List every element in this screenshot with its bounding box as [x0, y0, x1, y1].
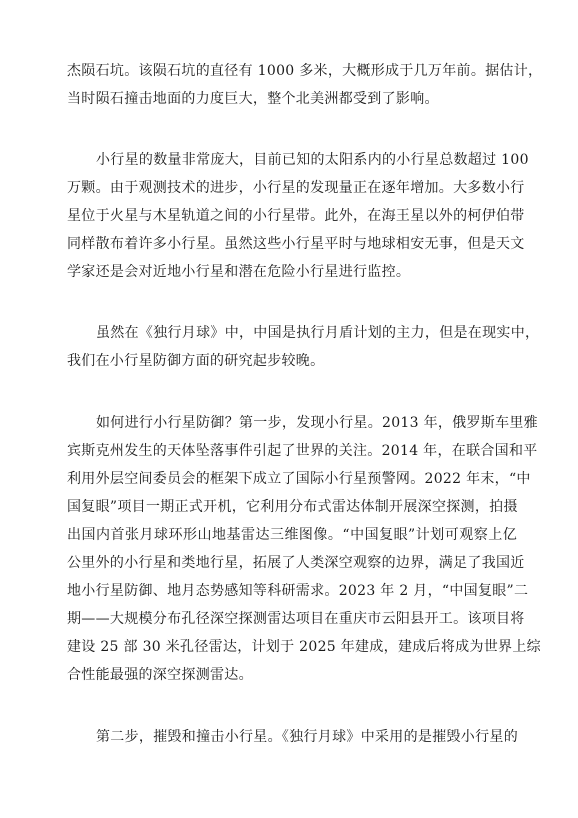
paragraph-2-line-1: 小行星的数量非常庞大，目前已知的太阳系内的小行星总数超过 100 [96, 152, 529, 168]
paragraph-2-line-2: 万颗。由于观测技术的进步，小行星的发现量正在逐年增加。大多数小行 [67, 180, 525, 196]
paragraph-4-line-1: 如何进行小行星防御？第一步，发现小行星。2013 年，俄罗斯车里雅 [96, 415, 538, 431]
paragraph-4-line-2: 宾斯克州发生的天体坠落事件引起了世界的关注。2014 年，在联合国和平 [67, 443, 538, 459]
paragraph-2-line-3: 星位于火星与木星轨道之间的小行星带。此外，在海王星以外的柯伊伯带 [67, 208, 525, 224]
paragraph-4-line-10: 合性能最强的深空探测雷达。 [67, 667, 253, 683]
paragraph-4-line-3: 利用外层空间委员会的框架下成立了国际小行星预警网。2022 年末，“中 [67, 471, 531, 487]
paragraph-4-line-5: 出国内首张月球环形山地基雷达三维图像。“中国复眼”计划可观察上亿 [67, 527, 517, 543]
paragraph-1-line-2: 当时陨石撞击地面的力度巨大，整个北美洲都受到了影响。 [67, 91, 439, 107]
paragraph-3-line-2: 我们在小行星防御方面的研究起步较晚。 [67, 353, 325, 369]
paragraph-4-line-7: 地小行星防御、地月态势感知等科研需求。2023 年 2 月，“中国复眼”二 [67, 583, 529, 599]
paragraph-4-line-8: 期——大规模分布孔径深空探测雷达项目在重庆市云阳县开工。该项目将 [67, 611, 525, 627]
paragraph-4-line-4: 国复眼”项目一期正式开机，它利用分布式雷达体制开展深空探测，拍摄 [67, 499, 518, 515]
paragraph-2-line-4: 同样散布着许多小行星。虽然这些小行星平时与地球相安无事，但是天文 [67, 236, 525, 252]
paragraph-3-line-1: 虽然在《独行月球》中，中国是执行月盾计划的主力，但是在现实中， [96, 325, 540, 341]
paragraph-5-line-1: 第二步，摧毁和撞击小行星。《独行月球》中采用的是摧毁小行星的 [96, 729, 518, 745]
paragraph-4-line-9: 建设 25 部 30 米孔径雷达，计划于 2025 年建成，建成后将成为世界上综 [67, 639, 541, 655]
paragraph-4-line-6: 公里外的小行星和类地行星，拓展了人类深空观察的边界，满足了我国近 [67, 555, 525, 571]
paragraph-2-line-5: 学家还是会对近地小行星和潜在危险小行星进行监控。 [67, 264, 411, 280]
paragraph-1-line-1: 杰陨石坑。该陨石坑的直径有 1000 多米，大概形成于几万年前。据估计， [67, 63, 543, 79]
